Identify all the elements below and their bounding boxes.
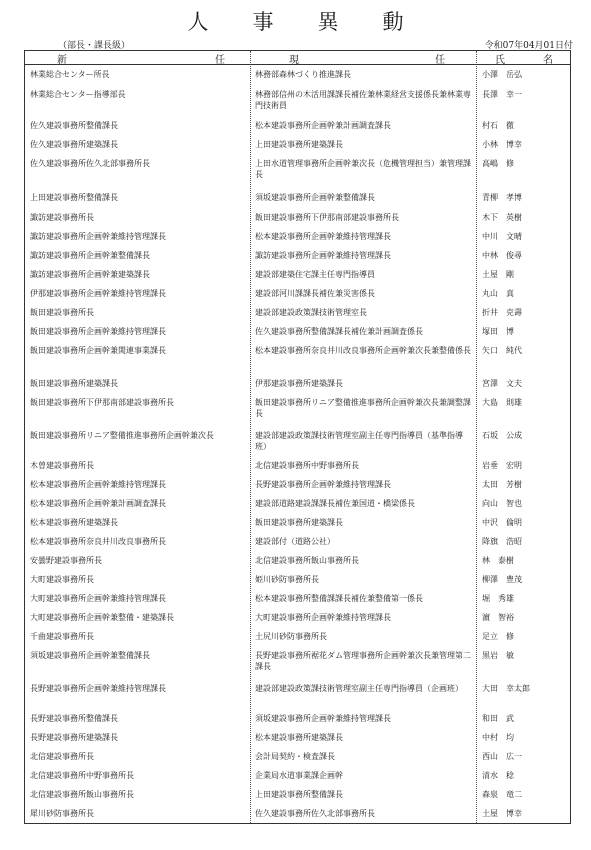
person-name-cell: 矢口 純代 [482,346,522,355]
current-position-cell: 松本建設事務所奈良井川改良事務所企画幹兼次長兼整備係長 [255,346,471,355]
current-position-cell: 佐久建設事務所佐久北部事務所長 [255,809,375,818]
new-position-cell: 諏訪建設事務所企画幹兼維持管理課長 [30,232,166,241]
person-name-cell: 石坂 公成 [482,431,522,440]
new-position-cell: 林業総合センター所長 [30,70,110,79]
current-position-cell: 飯田建設事務所下伊那南部建設事務所長 [255,213,399,222]
current-position-cell: 上田水道管理事務所企画幹兼次長（危機管理担当）兼管理課長 [255,159,471,179]
new-position-cell: 飯田建設事務所長 [30,308,94,317]
new-position-cell: 佐久建設事務所佐久北部事務所長 [30,159,150,168]
person-name-cell: 木下 英樹 [482,213,522,222]
header-current-1: 現 [289,55,299,66]
subtitle: （部長・課長級） [58,41,131,51]
new-position-cell: 長野建設事務所企画幹兼維持管理課長 [30,684,166,693]
person-name-cell: 清水 稔 [482,771,514,780]
current-position-cell: 建設部道路建設課課長補佐兼国道・橋梁係長 [255,499,415,508]
new-position-cell: 飯田建設事務所建築課長 [30,379,118,388]
person-name-cell: 足立 修 [482,632,514,641]
current-position-cell: 林務部信州の木活用課課長補佐兼林業経営支援係長兼林業専門技術員 [255,90,471,110]
table-header [25,51,570,65]
new-position-cell: 諏訪建設事務所長 [30,213,94,222]
new-position-cell: 飯田建設事務所リニア整備推進事務所企画幹兼次長 [30,431,214,440]
person-name-cell: 小澤 岳弘 [482,70,522,79]
person-name-cell: 太田 芳樹 [482,480,522,489]
new-position-cell: 大町建設事務所企画幹兼維持管理課長 [30,594,166,603]
person-name-cell: 丸山 真 [482,289,514,298]
new-position-cell: 林業総合センター指導部長 [30,90,126,99]
person-name-cell: 中川 文晴 [482,232,522,241]
person-name-cell: 村石 徹 [482,121,514,130]
new-position-cell: 長野建設事務所建築課長 [30,733,118,742]
new-position-cell: 飯田建設事務所下伊那南部建設事務所長 [30,398,174,407]
current-position-cell: 大町建設事務所企画幹兼維持管理課長 [255,613,391,622]
person-name-cell: 岩垂 宏明 [482,461,522,470]
person-name-cell: 長澤 幸一 [482,90,522,99]
current-position-cell: 建設部建設政策課技術管理室長 [255,308,367,317]
current-position-cell: 松本建設事務所建築課長 [255,733,343,742]
current-position-cell: 伊那建設事務所建築課長 [255,379,343,388]
new-position-cell: 伊那建設事務所企画幹兼維持管理課長 [30,289,166,298]
current-position-cell: 建設部建設政策課技術管理室副主任専門指導員（企画班） [255,684,463,693]
person-name-cell: 森泉 竜二 [482,790,522,799]
new-position-cell: 安曇野建設事務所長 [30,556,102,565]
header-current-2: 任 [435,55,445,66]
person-name-cell: 西山 広一 [482,752,522,761]
person-name-cell: 高嶋 修 [482,159,514,168]
current-position-cell: 須坂建設事務所企画幹兼整備課長 [255,193,375,202]
current-position-cell: 上田建設事務所建築課長 [255,140,343,149]
personnel-table [24,50,571,824]
current-position-cell: 土尻川砂防事務所長 [255,632,327,641]
header-new-2: 任 [215,55,225,66]
person-name-cell: 林 泰樹 [482,556,514,565]
new-position-cell: 長野建設事務所整備課長 [30,714,118,723]
effective-date: 令和07年04月01日付 [484,41,573,51]
current-position-cell: 会計局契約・検査課長 [255,752,335,761]
header-new-1: 新 [57,55,67,66]
new-position-cell: 松本建設事務所建築課長 [30,518,118,527]
new-position-cell: 北信建設事務所中野事務所長 [30,771,134,780]
person-name-cell: 中林 俊尋 [482,251,522,260]
person-name-cell: 降旗 浩昭 [482,537,522,546]
person-name-cell: 塚田 博 [482,327,514,336]
new-position-cell: 佐久建設事務所建築課長 [30,140,118,149]
current-position-cell: 諏訪建設事務所企画幹兼維持管理課長 [255,251,391,260]
new-position-cell: 飯田建設事務所企画幹兼維持管理課長 [30,327,166,336]
new-position-cell: 松本建設事務所企画幹兼維持管理課長 [30,480,166,489]
new-position-cell: 松本建設事務所奈良井川改良事務所長 [30,537,166,546]
new-position-cell: 松本建設事務所企画幹兼計画調査課長 [30,499,166,508]
current-position-cell: 飯田建設事務所建築課長 [255,518,343,527]
header-name-2: 名 [543,55,553,66]
current-position-cell: 佐久建設事務所整備課課長補佐兼計画調査係長 [255,327,423,336]
person-name-cell: 小林 博幸 [482,140,522,149]
new-position-cell: 飯田建設事務所企画幹兼関連事業課長 [30,346,166,355]
current-position-cell: 建設部建設政策課技術管理室副主任専門指導員（基準指導班） [255,431,463,451]
current-position-cell: 北信建設事務所飯山事務所長 [255,556,359,565]
page-title: 人事異動 [187,10,448,34]
current-position-cell: 上田建設事務所整備課長 [255,790,343,799]
current-position-cell: 飯田建設事務所リニア整備推進事務所企画幹兼次長兼調整課長 [255,398,471,418]
current-position-cell: 建設部建築住宅課主任専門指導員 [255,270,375,279]
person-name-cell: 青柳 孝博 [482,193,522,202]
current-position-cell: 松本建設事務所企画幹兼維持管理課長 [255,232,391,241]
current-position-cell: 須坂建設事務所企画幹兼維持管理課長 [255,714,391,723]
person-name-cell: 柳澤 豊茂 [482,575,522,584]
person-name-cell: 中沢 倫明 [482,518,522,527]
column-divider [250,51,251,823]
new-position-cell: 佐久建設事務所整備課長 [30,121,118,130]
new-position-cell: 須坂建設事務所企画幹兼整備課長 [30,651,150,660]
header-name-1: 氏 [495,55,505,66]
new-position-cell: 大町建設事務所企画幹兼整備・建築課長 [30,613,174,622]
new-position-cell: 木曽建設事務所長 [30,461,94,470]
current-position-cell: 林務部森林づくり推進課長 [255,70,351,79]
new-position-cell: 北信建設事務所飯山事務所長 [30,790,134,799]
new-position-cell: 諏訪建設事務所企画幹兼建築課長 [30,270,150,279]
person-name-cell: 向山 智也 [482,499,522,508]
person-name-cell: 黒岩 敏 [482,651,514,660]
new-position-cell: 諏訪建設事務所企画幹兼整備課長 [30,251,150,260]
column-divider [476,51,477,823]
new-position-cell: 犀川砂防事務所長 [30,809,94,818]
person-name-cell: 大島 則雄 [482,398,522,407]
person-name-cell: 土屋 博幸 [482,809,522,818]
current-position-cell: 長野建設事務所裾花ダム管理事務所企画幹兼次長兼管理第二課長 [255,651,471,671]
person-name-cell: 堀 秀雄 [482,594,514,603]
person-name-cell: 中村 均 [482,733,514,742]
current-position-cell: 建設部付（道路公社） [255,537,335,546]
person-name-cell: 濵 智裕 [482,613,514,622]
current-position-cell: 松本建設事務所企画幹兼計画調査課長 [255,121,391,130]
current-position-cell: 姫川砂防事務所長 [255,575,319,584]
current-position-cell: 長野建設事務所企画幹兼維持管理課長 [255,480,391,489]
current-position-cell: 松本建設事務所整備課課長補佐兼整備第一係長 [255,594,423,603]
person-name-cell: 和田 武 [482,714,514,723]
new-position-cell: 上田建設事務所整備課長 [30,193,118,202]
new-position-cell: 千曲建設事務所長 [30,632,94,641]
person-name-cell: 大田 幸太郎 [482,684,530,693]
person-name-cell: 土屋 剛 [482,270,514,279]
new-position-cell: 大町建設事務所長 [30,575,94,584]
person-name-cell: 宮澤 文夫 [482,379,522,388]
person-name-cell: 折井 克壽 [482,308,522,317]
new-position-cell: 北信建設事務所長 [30,752,94,761]
current-position-cell: 建設部河川課課長補佐兼災害係長 [255,289,375,298]
current-position-cell: 企業局水道事業課企画幹 [255,771,343,780]
current-position-cell: 北信建設事務所中野事務所長 [255,461,359,470]
